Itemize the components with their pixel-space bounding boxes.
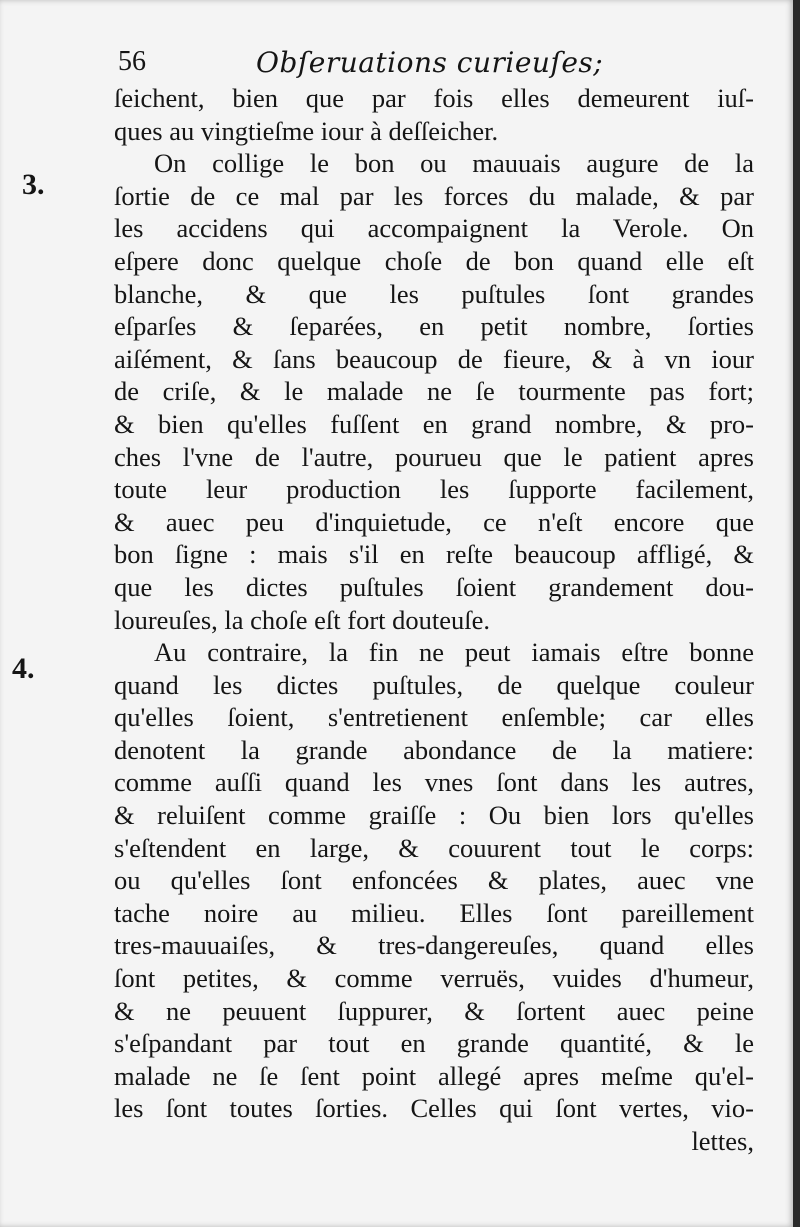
text-body bbox=[114, 82, 754, 1158]
text-line: que les dictes puſtules ſoient grandement dou- bbox=[114, 571, 754, 602]
page-edge-shadow bbox=[793, 0, 800, 1227]
text-line: tres-mauuaiſes, & tres-dangereuſes, quand elles bbox=[114, 930, 754, 961]
page-number: 56 bbox=[118, 46, 146, 77]
text-line: ſortie de ce mal par les forces du malade, & par bbox=[114, 180, 754, 211]
text-line: & auec peu d'inquietude, ce n'eſt encore que bbox=[114, 506, 754, 537]
text-line: les ſont toutes ſorties. Celles qui ſont vertes, vio- bbox=[114, 1093, 754, 1124]
text-line: loureuſes, la choſe eſt fort douteuſe. bbox=[114, 604, 491, 635]
text-line: denotent la grande abondance de la matiere: bbox=[114, 734, 754, 765]
text-line: eſparſes & ſeparées, en petit nombre, ſorties bbox=[114, 311, 754, 342]
text-line: ſeichent, bien que par fois elles demeurent iuſ- bbox=[114, 83, 754, 113]
running-title: Obſeruations curieuſes; bbox=[256, 46, 604, 79]
text-line: toute leur production les ſupporte facilement, bbox=[114, 474, 754, 505]
text-line: ches l'vne de l'autre, pourueu que le patient apres bbox=[114, 441, 754, 472]
text-line: ou qu'elles ſont enfoncées & plates, auec vne bbox=[114, 865, 754, 896]
margin-note-4: 4. bbox=[12, 652, 35, 685]
text-line: malade ne ſe ſent point allegé apres meſme qu'el- bbox=[114, 1060, 754, 1091]
text-line: aiſément, & ſans beaucoup de fieure, & à vn iour bbox=[114, 343, 754, 374]
text-line: & reluiſent comme graiſſe : Ou bien lors qu'elles bbox=[114, 800, 754, 831]
text-line: s'eſpandant par tout en grande quantité, & le bbox=[114, 1028, 754, 1059]
text-line: & bien qu'elles fuſſent en grand nombre, & pro- bbox=[114, 408, 754, 439]
text-line: tache noire au milieu. Elles ſont pareillement bbox=[114, 897, 754, 928]
text-line: les accidens qui accompaignent la Verole. On bbox=[114, 213, 754, 244]
paragraph-start-line: On collige le bon ou mauuais augure de la bbox=[154, 148, 754, 179]
text-line: qu'elles ſoient, s'entretienent enſemble; car elles bbox=[114, 702, 754, 733]
text-line: quand les dictes puſtules, de quelque couleur bbox=[114, 669, 754, 700]
text-line: ques au vingtieſme iour à deſſeicher. bbox=[114, 115, 499, 146]
text-line: & ne peuuent ſuppurer, & ſortent auec peine bbox=[114, 995, 754, 1026]
margin-note-3: 3. bbox=[22, 168, 45, 201]
text-line: eſpere donc quelque choſe de bon quand elle eſt bbox=[114, 245, 754, 276]
text-line: ſont petites, & comme verruës, vuides d'humeur, bbox=[114, 963, 754, 994]
text-line: bon ſigne : mais s'il en reſte beaucoup affligé, & bbox=[114, 539, 754, 570]
text-line: blanche, & que les puſtules ſont grandes bbox=[114, 278, 754, 309]
catchword: lettes, bbox=[691, 1126, 754, 1156]
text-line: de criſe, & le malade ne ſe tourmente pas fort; bbox=[114, 376, 754, 407]
text-line: s'eſtendent en large, & couurent tout le corps: bbox=[114, 832, 754, 863]
text-line: comme auſſi quand les vnes ſont dans les autres, bbox=[114, 767, 754, 798]
paragraph-start-line: Au contraire, la fin ne peut iamais eſtre bonne bbox=[154, 637, 754, 668]
